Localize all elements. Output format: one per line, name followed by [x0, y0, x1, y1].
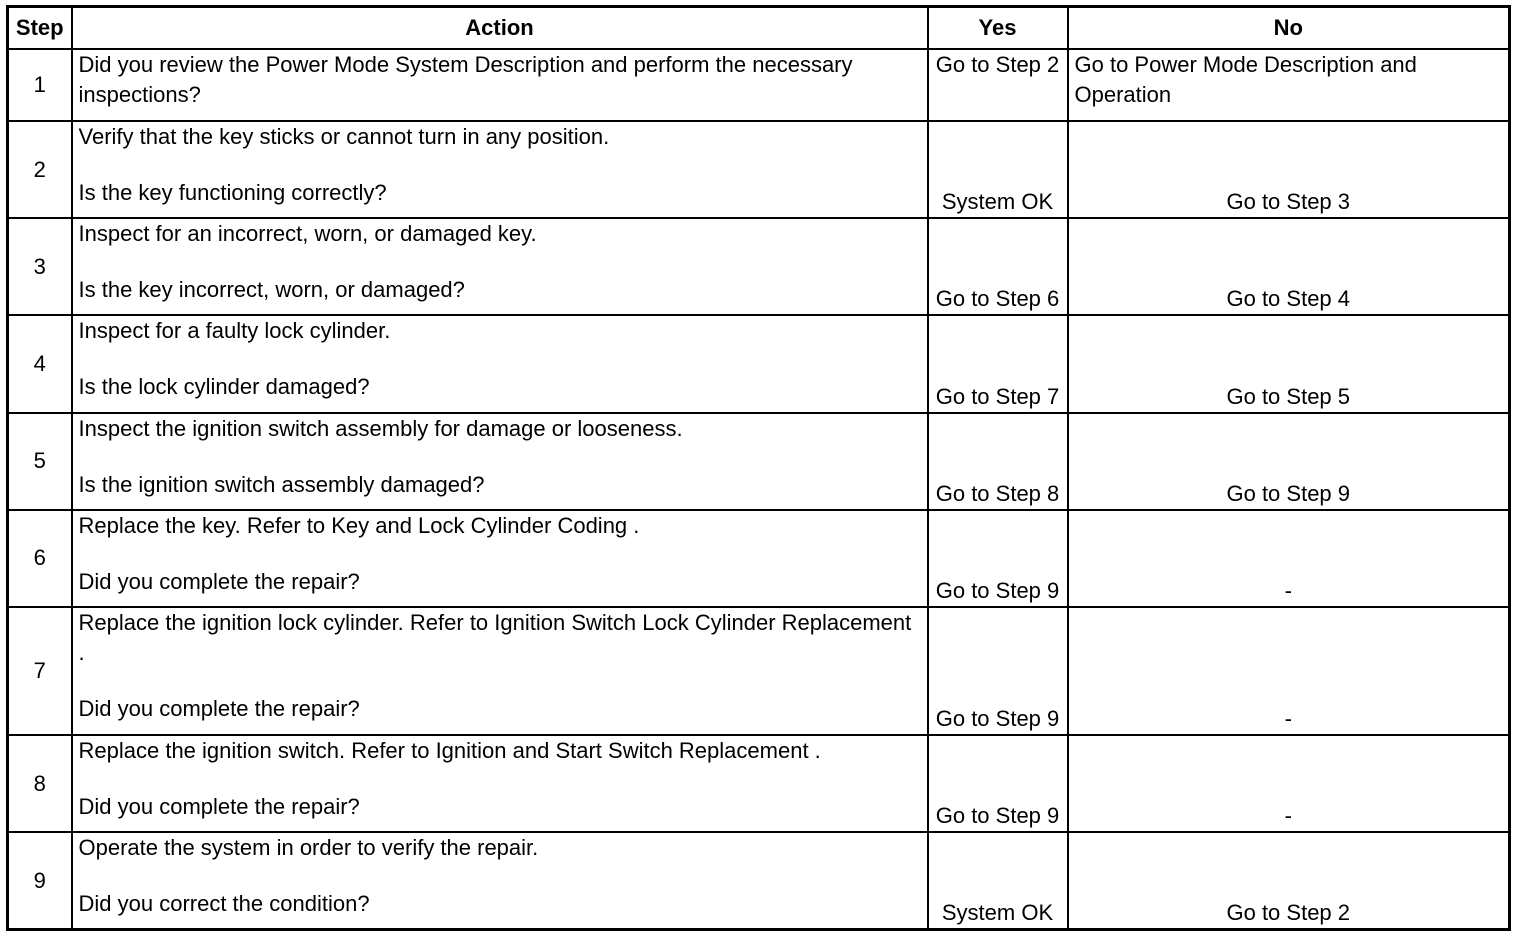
table-row — [8, 49, 1510, 121]
yes-result: System OK — [928, 121, 1068, 218]
action-instruction: Replace the key. Refer to Key and Lock Cylinder Coding . — [78, 512, 640, 538]
action-cell — [72, 607, 928, 735]
action-question: Did you complete the repair? — [78, 695, 360, 721]
header-yes: Yes — [928, 7, 1068, 50]
action-question: Is the ignition switch assembly damaged? — [78, 471, 485, 497]
no-result: - — [1068, 735, 1510, 832]
action-instruction: Replace the ignition lock cylinder. Refer to Ignition Switch Lock Cylinder Replacement . — [78, 609, 912, 665]
table-row — [8, 315, 1510, 412]
table-row — [8, 832, 1510, 929]
diagnostic-table — [6, 5, 1511, 931]
action-question: Is the lock cylinder damaged? — [78, 374, 370, 400]
action-cell — [72, 510, 928, 607]
yes-result: Go to Step 9 — [928, 735, 1068, 832]
yes-result: Go to Step 8 — [928, 413, 1068, 510]
header-action: Action — [72, 7, 928, 50]
header-step: Step — [8, 7, 72, 50]
action-cell — [72, 218, 928, 315]
table-row — [8, 510, 1510, 607]
table-row — [8, 218, 1510, 315]
action-cell — [72, 832, 928, 929]
action-question: Did you correct the condition? — [78, 891, 370, 917]
step-number: 6 — [8, 510, 72, 607]
table-row — [8, 413, 1510, 510]
no-result: Go to Step 4 — [1068, 218, 1510, 315]
action-question: Is the key functioning correctly? — [78, 180, 387, 206]
action-question: Is the key incorrect, worn, or damaged? — [78, 277, 465, 303]
action-cell — [72, 735, 928, 832]
action-cell — [72, 121, 928, 218]
action-question: Did you complete the repair? — [78, 794, 360, 820]
header-no: No — [1068, 7, 1510, 50]
action-instruction: Inspect for a faulty lock cylinder. — [78, 318, 391, 344]
no-result: Go to Step 2 — [1068, 832, 1510, 929]
step-number: 4 — [8, 315, 72, 412]
no-result: - — [1068, 510, 1510, 607]
step-number: 1 — [8, 49, 72, 121]
no-result: - — [1068, 607, 1510, 735]
action-instruction: Replace the ignition switch. Refer to Ignition and Start Switch Replacement . — [78, 738, 821, 764]
action-instruction: Did you review the Power Mode System Description and perform the necessary inspections? — [78, 52, 853, 107]
action-instruction: Inspect for an incorrect, worn, or damaged key. — [78, 221, 537, 247]
yes-result: Go to Step 2 — [928, 49, 1068, 121]
step-number: 3 — [8, 218, 72, 315]
step-number: 9 — [8, 832, 72, 929]
header-row — [8, 7, 1510, 50]
yes-result: System OK — [928, 832, 1068, 929]
step-number: 7 — [8, 607, 72, 735]
action-cell — [72, 315, 928, 412]
yes-result: Go to Step 9 — [928, 607, 1068, 735]
step-number: 8 — [8, 735, 72, 832]
table-row — [8, 607, 1510, 735]
yes-result: Go to Step 7 — [928, 315, 1068, 412]
no-result: Go to Power Mode Description and Operation — [1068, 49, 1510, 121]
no-result: Go to Step 9 — [1068, 413, 1510, 510]
no-result: Go to Step 3 — [1068, 121, 1510, 218]
action-instruction: Inspect the ignition switch assembly for damage or looseness. — [78, 415, 683, 441]
no-result: Go to Step 5 — [1068, 315, 1510, 412]
action-cell — [72, 413, 928, 510]
yes-result: Go to Step 9 — [928, 510, 1068, 607]
yes-result: Go to Step 6 — [928, 218, 1068, 315]
action-cell — [72, 49, 928, 121]
step-number: 2 — [8, 121, 72, 218]
action-instruction: Verify that the key sticks or cannot turn in any position. — [78, 124, 610, 150]
table-row — [8, 121, 1510, 218]
action-instruction: Operate the system in order to verify the repair. — [78, 835, 539, 861]
table-row — [8, 735, 1510, 832]
action-question: Did you complete the repair? — [78, 568, 360, 594]
step-number: 5 — [8, 413, 72, 510]
